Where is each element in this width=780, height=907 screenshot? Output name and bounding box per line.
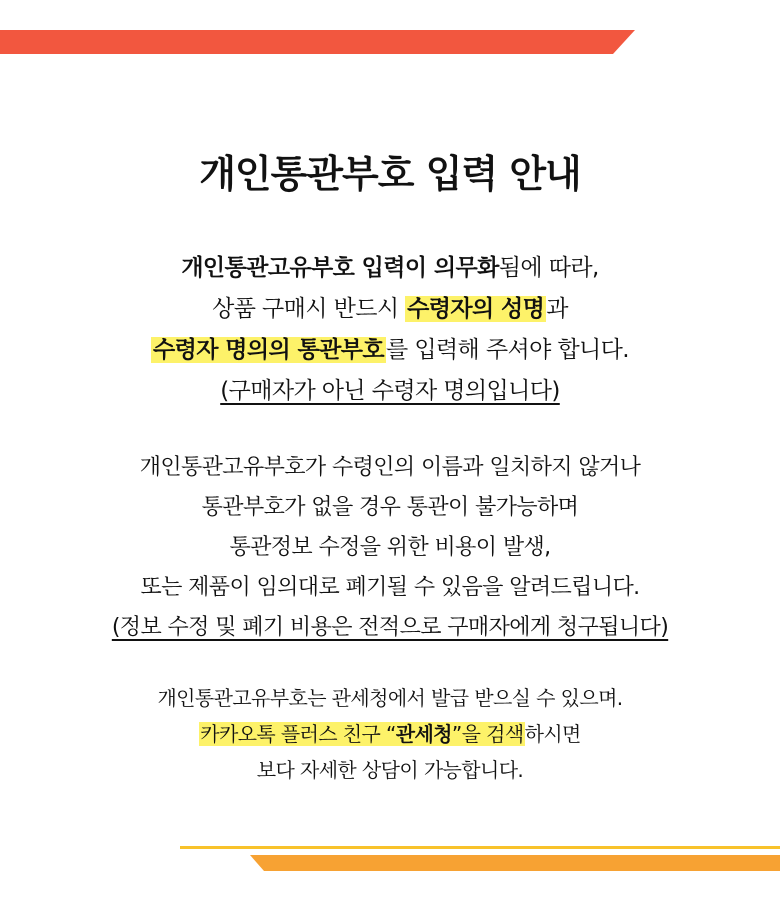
body-text: ”을 검색 [451, 722, 524, 746]
notice-line: 보다 자세한 상담이 가능합니다. [256, 758, 524, 782]
notice-line [0, 716, 780, 752]
body-text: 하시면 [524, 722, 581, 746]
body-text: 됨에 따라, [498, 255, 599, 281]
highlighted-text [199, 722, 524, 746]
bottom-decorative-bar [250, 855, 780, 871]
notice-line [0, 248, 780, 289]
highlighted-text: 수령자 명의의 통관부호 [152, 337, 384, 363]
notice-block-mandatory [0, 248, 780, 412]
underlined-note: (정보 수정 및 폐기 비용은 전적으로 구매자에게 청구됩니다) [111, 615, 669, 640]
notice-line: 개인통관고유부호는 관세청에서 발급 받으실 수 있으며. [157, 686, 623, 710]
notice-line: 개인통관고유부호가 수령인의 이름과 일치하지 않거나 [139, 455, 641, 480]
body-text: 과 [546, 296, 568, 322]
emphasis-text: 개인통관고유부호 입력이 의무화 [181, 255, 499, 281]
body-text: 를 입력해 주셔야 합니다. [385, 337, 630, 363]
top-decorative-bar [0, 30, 635, 54]
notice-line [0, 608, 780, 648]
notice-line: 통관부호가 없을 경우 통관이 불가능하며 [201, 495, 579, 520]
notice-line [0, 371, 780, 412]
notice-block-issuance [0, 680, 780, 788]
emphasis-text: 관세청 [395, 722, 452, 746]
notice-line [0, 330, 780, 371]
notice-line: 통관정보 수정을 위한 비용이 발생, [229, 535, 551, 560]
page-title: 개인통관부호 입력 안내 [199, 152, 581, 196]
notice-block-warning [0, 448, 780, 648]
body-text: 카카오톡 플러스 친구 “ [200, 722, 396, 746]
notice-line [0, 289, 780, 330]
bottom-decorative-line [180, 846, 780, 849]
highlighted-text: 수령자의 성명 [407, 296, 545, 322]
underlined-note: (구매자가 아닌 수령자 명의입니다) [220, 378, 560, 404]
body-text: 상품 구매시 반드시 [212, 296, 406, 322]
notice-line: 또는 제품이 임의대로 폐기될 수 있음을 알려드립니다. [140, 575, 640, 600]
